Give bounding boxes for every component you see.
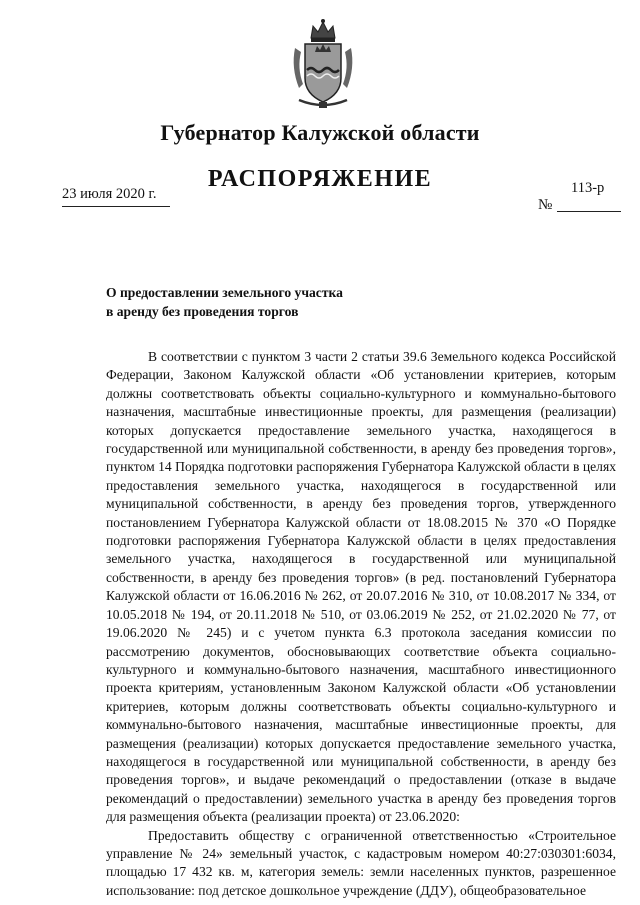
subject-line-2: в аренду без проведения торгов — [106, 304, 299, 319]
document-subject — [106, 283, 343, 321]
date-underline — [62, 206, 170, 207]
document-type-title: РАСПОРЯЖЕНИЕ — [207, 166, 433, 192]
number-sign: № — [538, 197, 553, 213]
number-underline — [557, 211, 621, 212]
body-paragraph-1: В соответствии с пунктом 3 части 2 статьи 39.6 Земельного кодекса Российской Федерации, Законом Калужской области «Об установлении критериев, которым должны соответствовать объекты социально-культурного и коммунально-бытового назначения, масштабные инвестиционные проекты, для размещения (реализации) которых допускается предоставление земельного участка, находящегося в государственной или муниципальной собственности, в аренду без проведения торгов», пунктом 14 Порядка подготовки распоряжения Губернатора Калужской области в целях предоставления земельного участка, находящегося в государственной или муниципальной собственности, в аренду без проведения торгов, утвержденного постановлением Губернатора Калужской области от 18.08.2015 № 370 «О Порядке подготовки распоряжения Губернатора Калужской области в целях предоставления земельного участка, находящегося в государственной или муниципальной собственности, в аренду без проведения торгов» (в ред. постановлений Губернатора Калужской области от 16.06.2016 № 262, от 20.07.2016 № 310, от 10.08.2017 № 334, от 10.05.2018 № 194, от 20.11.2018 № 510, от 03.06.2019 № 252, от 21.02.2020 № 77, от 19.06.2020 № 245) и с учетом пункта 6.3 протокола заседания комиссии по рассмотрению документов, обосновывающих соответствие объекта социально-культурного и коммунально-бытового назначения, масштабного инвестиционного проекта критериям, установленным Законом Калужской области «Об установлении критериев, которым должны соответствовать объекты социально-культурного и коммунально-бытового назначения, масштабные инвестиционные проекты, для размещения (реализации) которых допускается предоставление земельного участка, находящегося в государственной или муниципальной собственности, в аренду без проведения торгов», и выдаче рекомендаций о предоставлении (отказе в выдаче рекомендаций о предоставлении) земельного участка в аренду без проведения торгов для размещения объекта (реализации проекта) от 23.06.2020: — [106, 349, 616, 825]
document-body — [106, 348, 616, 900]
body-paragraph-2: Предоставить обществу с ограниченной ответственностью «Строительное управление № 24» земельный участок, с кадастровым номером 40:27:030301:6034, площадью 17 432 кв. м, категория земель: земли населенных пунктов, разрешенное использование: под детское дошкольное учреждение (ДДУ), общеобразовательное — [106, 827, 616, 898]
subject-line-1: О предоставлении земельного участка — [106, 285, 343, 300]
document-date: 23 июля 2020 г. — [62, 186, 157, 202]
authority-title: Губернатор Калужской области — [160, 120, 480, 145]
coat-of-arms-emblem — [291, 18, 355, 110]
document-number: 113-р — [571, 180, 605, 196]
